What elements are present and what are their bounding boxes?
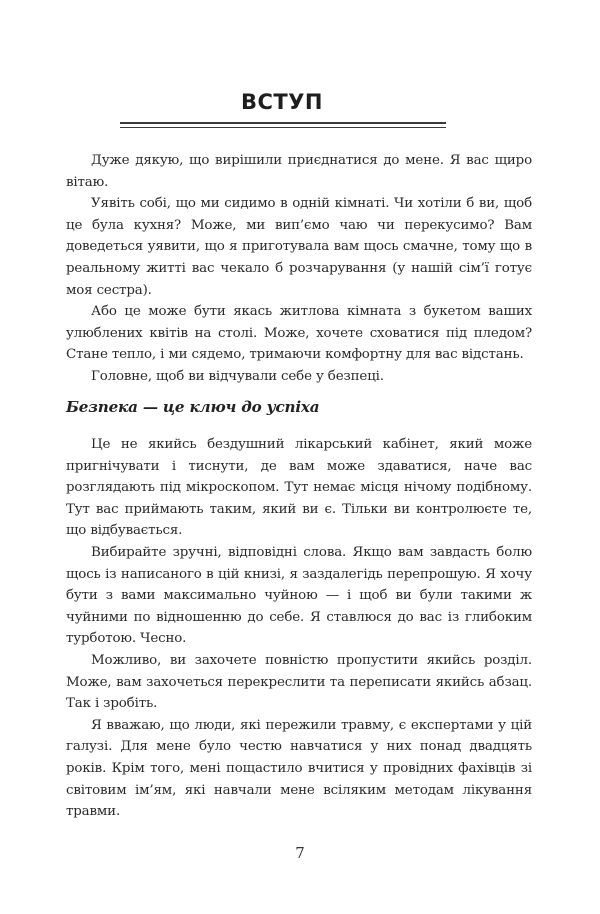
paragraph: Я вважаю, що люди, які пережили травму, є експертами у цій галузі. Для мене було честю навчатися у них понад двадцять років. Крім того, мені пощастило вчитися у провідних фахівців зі світовим ім’ям, які навчали мене всіляким методам лікування травми. <box>66 717 532 820</box>
paragraph: Уявіть собі, що ми сидимо в одній кімнаті. Чи хотіли б ви, щоб це була кухня? Може, ми вип’ємо чаю чи перекусимо? Вам доведеться уявити, що я приготувала вам щось смачне, тому що в реальному житті вас чекало б розчарування (у нашій сім’ї готує моя сестра). <box>66 196 532 298</box>
intro-text <box>66 150 532 388</box>
paragraph: Це не якийсь бездушний лікарський кабінет, який може пригнічувати і тиснути, де вам може здаватися, наче вас розглядають під мікроскопом. Тут немає місця нічому подібному. Тут вас приймають таким, який ви є. Тільки ви контролюєте те, що відбувається. <box>66 437 532 539</box>
page-number: 7 <box>295 844 305 862</box>
section-text <box>66 434 532 823</box>
section-heading: Безпека — це ключ до успіха <box>66 398 320 416</box>
chapter-title: ВСТУП <box>240 90 323 114</box>
title-rule-thick <box>120 122 446 124</box>
paragraph: Або це може бути якась житлова кімната з букетом ваших улюблених квітів на столі. Може, хочете сховатися під пледом? Стане тепло, і ми сядемо, тримаючи комфортну для вас відстань. <box>66 304 532 363</box>
title-rule-thin <box>120 127 446 128</box>
paragraph: Вибирайте зручні, відповідні слова. Якщо вам завдасть болю щось із написаного в цій книзі, я заздалегідь перепрошую. Я хочу бути з вами максимально чуйною — і щоб ви були такими ж чуйними по відношенню до себе. Я ставлюся до вас із глибоким турботою. Чесно. <box>66 544 532 647</box>
paragraph: Головне, щоб ви відчували себе у безпеці. <box>91 368 384 384</box>
paragraph: Можливо, ви захочете повністю пропустити якийсь розділ. Може, вам захочеться перекреслити та переписати якийсь абзац. Так і зробіть. <box>66 652 532 712</box>
paragraph: Дуже дякую, що вирішили приєднатися до мене. Я вас щиро вітаю. <box>66 153 532 190</box>
